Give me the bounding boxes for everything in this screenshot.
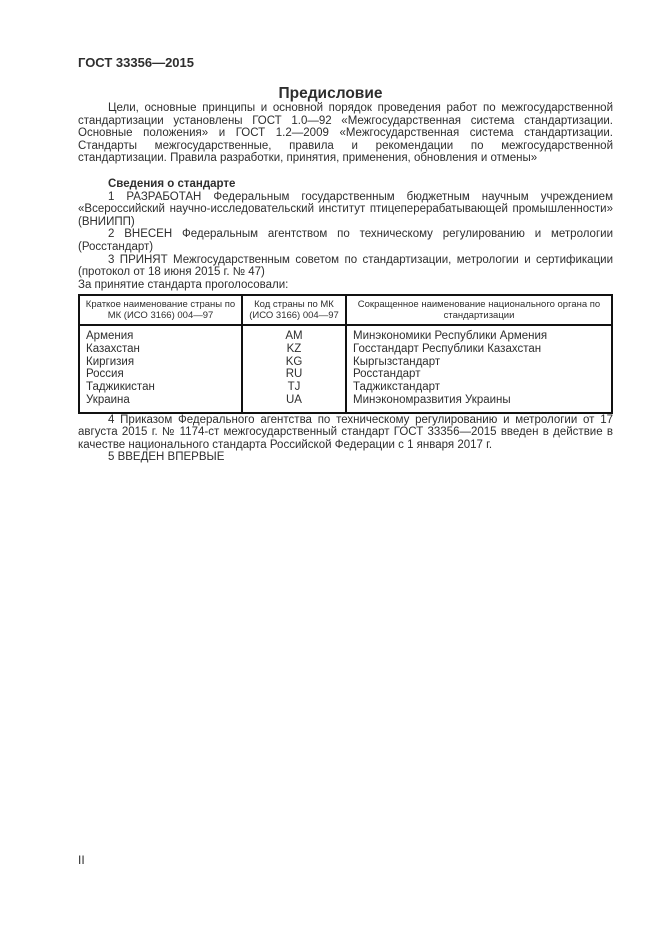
- standard-info-item-4: 4 Приказом Федерального агентства по техническому регулированию и метрологии от 17 августа 2015 г. № 1174-ст межгосударственный стандарт ГОСТ 33356—2015 введен в действие в качестве национального стандарта Российской Федерации с 1 января 2017 г.: [78, 413, 613, 451]
- cell-code: UA: [242, 394, 346, 413]
- table-row: [79, 368, 612, 381]
- page-number: II: [78, 853, 85, 867]
- cell-country: Киргизия: [79, 356, 242, 369]
- standard-info-item-3: 3 ПРИНЯТ Межгосударственным советом по стандартизации, метрологии и сертификации (протокол от 18 июня 2015 г. № 47): [78, 253, 613, 279]
- table-row: [79, 325, 612, 343]
- standard-info-heading: Сведения о стандарте: [108, 177, 236, 190]
- cell-body: Госстандарт Республики Казахстан: [346, 343, 612, 356]
- cell-country: Россия: [79, 368, 242, 381]
- table-row: [79, 381, 612, 394]
- table-header-body: Сокращенное наименование национального органа по стандартизации: [346, 295, 612, 325]
- cell-country: Таджикистан: [79, 381, 242, 394]
- table-header-country: Краткое наименование страны по МК (ИСО 3166) 004—97: [79, 295, 242, 325]
- vote-intro-line: За принятие стандарта проголосовали:: [78, 278, 289, 291]
- document-number-header: ГОСТ 33356—2015: [78, 55, 194, 70]
- cell-country: Армения: [79, 325, 242, 343]
- cell-body: Кыргызстандарт: [346, 356, 612, 369]
- page-title: Предисловие: [278, 85, 383, 102]
- cell-body: Росстандарт: [346, 368, 612, 381]
- intro-paragraph: Цели, основные принципы и основной порядок проведения работ по межгосударственной стандартизации установлены ГОСТ 1.0—92 «Межгосударственная система стандартизации. Основные положения» и ГОСТ 1.2—2009 «Межгосударственная система стандартизации. Стандарты межгосударственные, правила и рекомендации по межгосударственной стандартизации. Правила разработки, принятия, применения, обновления и отмены»: [78, 102, 613, 165]
- voting-countries-table: [78, 294, 613, 413]
- table-header-row: [79, 295, 612, 325]
- document-body: [78, 102, 613, 464]
- cell-body: Таджикстандарт: [346, 381, 612, 394]
- cell-code: AM: [242, 325, 346, 343]
- cell-country: Украина: [79, 394, 242, 413]
- table-header-code: Код страны по МК (ИСО 3166) 004—97: [242, 295, 346, 325]
- table-row: [79, 394, 612, 413]
- cell-body: Минэкономразвития Украины: [346, 394, 612, 413]
- cell-body: Минэкономики Республики Армения: [346, 325, 612, 343]
- standard-info-item-5: 5 ВВЕДЕН ВПЕРВЫЕ: [108, 451, 225, 464]
- standard-info-item-1: 1 РАЗРАБОТАН Федеральным государственным бюджетным научным учреждением «Всероссийский научно-исследовательский институт птицеперерабатывающей промышленности» (ВНИИПП): [78, 190, 613, 228]
- cell-code: KG: [242, 356, 346, 369]
- cell-code: KZ: [242, 343, 346, 356]
- cell-code: RU: [242, 368, 346, 381]
- table-row: [79, 343, 612, 356]
- table-row: [79, 356, 612, 369]
- standard-info-item-2: 2 ВНЕСЕН Федеральным агентством по техническому регулированию и метрологии (Росстандарт): [78, 228, 613, 253]
- cell-code: TJ: [242, 381, 346, 394]
- cell-country: Казахстан: [79, 343, 242, 356]
